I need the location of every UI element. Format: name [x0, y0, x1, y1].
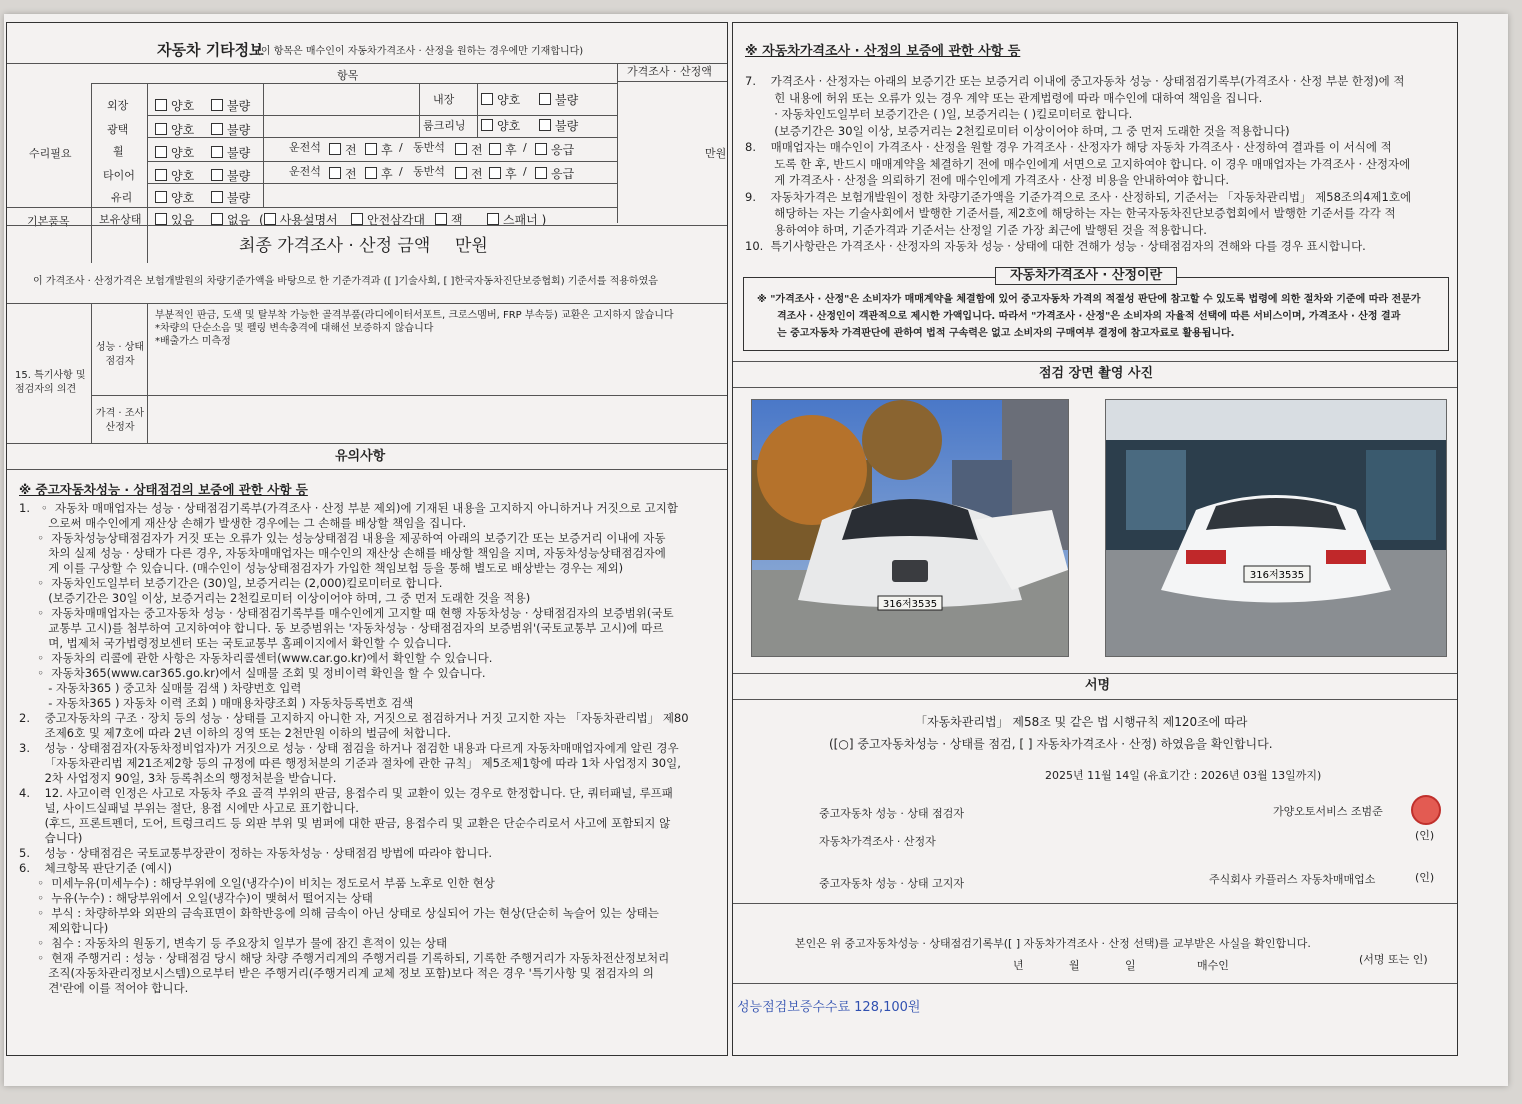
checkbox-spanner[interactable]: 스패너 ): [487, 211, 546, 228]
passenger-seat-label-tire: 동반석: [413, 165, 445, 178]
inspection-photo-rear: [1105, 399, 1447, 657]
driver-seat-label-wheel: 운전석: [289, 141, 321, 154]
receipt-signature-label: (서명 또는 인): [1359, 953, 1428, 966]
notice-line: 며, 법제처 국가법령정보센터 또는 국토교통부 홈페이지에서 확인할 수 있습니다.: [19, 636, 452, 650]
price-unit: 만원: [705, 147, 727, 160]
appraiser-role-label: 자동차가격조사 · 산정자: [819, 835, 936, 848]
front-plate-text: 316저3535: [882, 599, 938, 610]
row-label-gloss: 광택: [107, 123, 129, 136]
checkbox-wheel-driver-rear[interactable]: 후: [365, 141, 393, 158]
special-notes-label: 15. 특기사항 및 점검자의 의견: [15, 370, 86, 395]
price-warranty-line: · 자동차인도일부터 보증기간은 ( )일, 보증거리는 ( )킬로미터로 합니다.: [745, 107, 1133, 121]
notifier-name: 주식회사 카플러스 자동차매매업소: [1209, 873, 1376, 886]
notifier-seal: (인): [1415, 871, 1435, 884]
notice-line: 게 이를 구상할 수 있습니다. (매수인이 성능상태점검자가 가입한 책임보험 등을 통해 별도로 배상받는 경우는 제외): [19, 561, 624, 575]
checkbox-tire-good[interactable]: 양호: [155, 167, 194, 184]
price-warranty-list: [745, 73, 1451, 255]
final-price-label: 최종 가격조사 · 산정 금액: [239, 236, 431, 256]
notice-line: 1. ◦ 자동차 매매업자는 성능 · 상태점검기록부(가격조사 · 산정 부분 제외)에 기재된 내용을 고지하지 아니하거나 거짓으로 고지함: [19, 501, 678, 515]
checkbox-tire-emergency[interactable]: 응급: [535, 165, 574, 182]
notice-line: ◦ 침수 : 자동차의 원동기, 변속기 등 주요장치 일부가 물에 잠긴 흔적이 있는 상태: [19, 936, 448, 950]
notice-line: 교통부 고시)를 첨부하여 고지하여야 합니다. 동 보증범위는 '자동차성능 · 상태점검자의 보증범위'(국토교통부 고시)에 따르: [19, 621, 664, 635]
signature-line-1: 「자동차관리법」 제58조 및 같은 법 시행규칙 제120조에 따라: [915, 715, 1248, 729]
checkbox-gloss-good[interactable]: 양호: [155, 121, 194, 138]
checkbox-tire-passenger-front[interactable]: 전: [455, 165, 483, 182]
warranty-heading: ※ 중고자동차성능 · 상태점검의 보증에 관한 사항 등: [19, 482, 308, 497]
appraiser-label: 가격 · 조사 산정자: [95, 408, 145, 433]
checkbox-tire-driver-rear[interactable]: 후: [365, 165, 393, 182]
notice-line: 조직(자동차관리정보시스템)으로부터 받은 주행거리(주행거리계 교체 정보 포함)보다 적은 경우 '특기사항 및 점검자의 의: [19, 966, 654, 980]
signature-line-2: ([○] 중고자동차성능 · 상태를 점검, [ ] 자동차가격조사 · 산정) 하였음을 확인합니다.: [829, 737, 1273, 751]
receipt-month: 월: [1069, 959, 1080, 972]
rear-plate-text: 316저3535: [1249, 570, 1305, 581]
price-warranty-line: 7. 가격조사 · 산정자는 아래의 보증기간 또는 보증거리 이내에 중고자동차 성능 · 상태점검기록부(가격조사 · 산정 부분 한정)에 적: [745, 74, 1405, 88]
notice-line: ◦ 자동차365(www.car365.go.kr)에서 실매물 조회 및 정비이력 확인을 할 수 있습니다.: [19, 666, 486, 680]
checkbox-wheel-good[interactable]: 양호: [155, 144, 194, 161]
passenger-seat-label-wheel: 동반석: [413, 141, 445, 154]
definition-line-3: 는 중고자동차 가격판단에 관하여 법적 구속력은 없고 소비자의 구매여부 결정에 참고자료로 활용됩니다.: [777, 328, 1235, 339]
checkbox-interior-bad[interactable]: 불량: [539, 91, 578, 108]
section-title: 자동차 기타정보: [157, 41, 264, 59]
price-warranty-line: 해당하는 자는 기술사회에서 발행한 기준서를, 제2호에 해당하는 자는 한국자동차진단보증협회에서 발행한 기준서를 각각 적: [745, 206, 1396, 220]
basic-items-label: 기본품목: [27, 215, 70, 228]
price-warranty-line: 용하여야 하며, 기준가격과 기준서는 산정일 기준 가장 최근에 발행된 것을 적용합니다.: [745, 222, 1207, 237]
price-basis-note: 이 가격조사 · 산정가격은 보험개발원의 차량기준가액을 바탕으로 한 기준가격과 ([ ]기술사회, [ ]한국자동차진단보증협회) 기준서를 적용하였음: [33, 276, 658, 287]
notice-line: - 자동차365 ) 자동차 이력 조회 ) 매매용차량조회 ) 자동차등록번호 검색: [19, 696, 414, 710]
definition-title: 자동차가격조사 · 산정이란: [995, 267, 1177, 285]
receipt-buyer-label: 매수인: [1197, 959, 1229, 972]
separator: /: [523, 165, 527, 178]
special-line-1: 부분적인 판금, 도색 및 탈부착 가능한 골격부품(라디에이터서포트, 크로스멤버, FRP 부속등) 교환은 고지하지 않습니다: [155, 310, 674, 321]
notice-line: 5. 성능 · 상태점검은 국토교통부장관이 정하는 자동차성능 · 상태점검 방법에 따라야 합니다.: [19, 846, 493, 860]
notice-line: 4. 12. 사고이력 인정은 사고로 자동차 주요 골격 부위의 판금, 용접수리 및 교환이 있는 경우로 한정합니다. 단, 쿼터패널, 루프패: [19, 786, 673, 800]
special-line-2: *차량의 단순소음 및 펠링 변속충격에 대해선 보증하지 않습니다: [155, 323, 434, 334]
notice-line: 3. 성능 · 상태점검자(자동차정비업자)가 거짓으로 성능 · 상태 점검을 하거나 점검한 내용과 다르게 자동차매매업자에게 알린 경우: [19, 741, 679, 755]
checkbox-gloss-bad[interactable]: 불량: [211, 121, 250, 138]
col-price-header: 가격조사 · 산정액: [627, 65, 712, 78]
checkbox-exterior-good[interactable]: 양호: [155, 97, 194, 114]
notice-line: (후드, 프론트펜더, 도어, 트렁크리드 등 외판 부위 및 범퍼에 대한 판금, 용접수리 및 교환은 단순수리로서 사고에 포함되지 않: [19, 816, 671, 830]
definition-line-2: 격조사 · 산정인이 객관적으로 제시한 가액입니다. 따라서 "가격조사 · 산정"은 소비자의 자율적 선택에 따른 서비스이며, 가격조사 · 산정 결과: [777, 311, 1401, 322]
room-cleaning-label: 룸크리닝: [423, 119, 466, 132]
checkbox-glass-good[interactable]: 양호: [155, 189, 194, 206]
inspector-role-label: 중고자동차 성능 · 상태 점검자: [819, 807, 964, 820]
checkbox-manual[interactable]: ( 사용설명서: [259, 213, 338, 227]
left-panel: [6, 22, 728, 1056]
checkbox-wheel-passenger-front[interactable]: 전: [455, 141, 483, 158]
checkbox-cleaning-bad[interactable]: 불량: [539, 117, 578, 134]
notice-line: ◦ 현재 주행거리 : 성능 · 상태점검 당시 해당 차량 주행거리계의 주행거리를 기록하되, 기록한 주행거리가 자동차전산정보처리: [19, 951, 670, 965]
notice-line: 2. 중고자동차의 구조 · 장치 등의 성능 · 상태를 고지하지 아니한 자, 거짓으로 점검하거나 거짓 고지한 자는 「자동차관리법」 제80: [19, 711, 689, 725]
notice-line: 차의 실제 성능 · 상태가 다른 경우, 자동차매매업자는 매수인의 재산상 손해를 배상할 책임을 지며, 자동차성능상태점검자에: [19, 546, 666, 560]
checkbox-glass-bad[interactable]: 불량: [211, 189, 250, 206]
checkbox-none[interactable]: 없음: [211, 211, 250, 228]
warranty-fee: 성능점검보증수수료 128,100원: [737, 1000, 921, 1015]
checkbox-cleaning-good[interactable]: 양호: [481, 117, 520, 134]
notice-line: 습니다): [19, 831, 83, 845]
notice-line: 널, 사이드실패널 부위는 절단, 용접 시에만 사고로 표기합니다.: [19, 801, 359, 815]
notice-line: ◦ 자동차의 리콜에 관한 사항은 자동차리콜센터(www.car.go.kr)에서 확인할 수 있습니다.: [19, 651, 493, 665]
price-warranty-line: 힌 내용에 허위 또는 오류가 있는 경우 계약 또는 관계법령에 따라 매수인에 대하여 책임을 집니다.: [745, 90, 1263, 105]
price-warranty-line: (보증기간은 30일 이상, 보증거리는 2천킬로미터 이상이어야 하며, 그 중 먼저 도래한 것을 적용합니다): [745, 123, 1290, 138]
notice-line: ◦ 미세누유(미세누수) : 해당부위에 오일(냉각수)이 비치는 정도로서 부품 노후로 인한 현상: [19, 876, 495, 890]
photo-title: 점검 장면 촬영 사진: [1039, 366, 1154, 381]
inspector-seal-stamp: [1411, 795, 1441, 825]
row-label-glass: 유리: [111, 191, 133, 204]
final-price-unit: 만원: [455, 236, 488, 256]
notice-line: - 자동차365 ) 중고차 실매물 검색 ) 차량번호 입력: [19, 681, 302, 695]
inspection-date: 2025년 11월 14일 (유효기간 : 2026년 03월 13일까지): [1045, 769, 1322, 782]
notice-line: ◦ 자동차인도일부터 보증기간은 (30)일, 보증거리는 (2,000)킬로미터로 합니다.: [19, 576, 443, 590]
checkbox-triangle[interactable]: 안전삼각대: [351, 211, 425, 228]
interior-label: 내장: [433, 93, 455, 106]
driver-seat-label-tire: 운전석: [289, 165, 321, 178]
price-warranty-line: 10. 특기사항란은 가격조사 · 산정자의 자동차 성능 · 상태에 대한 견해가 성능 · 상태점검자의 견해와 다를 경우 표시합니다.: [745, 239, 1366, 253]
possession-label: 보유상태: [99, 213, 142, 226]
special-line-3: *배출가스 미측정: [155, 336, 231, 347]
inspection-photo-front: [751, 399, 1069, 657]
receipt-year: 년: [1013, 959, 1024, 972]
checkbox-interior-good[interactable]: 양호: [481, 91, 520, 108]
checkbox-exterior-bad[interactable]: 불량: [211, 97, 250, 114]
notice-line: 6. 체크항목 판단기준 (예시): [19, 861, 172, 875]
section-subtitle: (이 항목은 매수인이 자동차가격조사 · 산정을 원하는 경우에만 기재합니다): [257, 46, 584, 57]
notice-line: 견'란에 이를 적어야 합니다.: [19, 981, 189, 995]
col-item-header: 항목: [337, 69, 359, 82]
checkbox-wheel-driver-front[interactable]: 전: [329, 141, 357, 158]
checkbox-wheel-emergency[interactable]: 응급: [535, 141, 574, 158]
notice-line: 조제6호 및 제7호에 따라 2년 이하의 징역 또는 2천만원 이하의 벌금에 처합니다.: [19, 726, 451, 740]
receipt-day: 일: [1125, 959, 1136, 972]
checkbox-wheel-passenger-rear[interactable]: 후: [489, 141, 517, 158]
checkbox-jack[interactable]: 잭: [435, 211, 463, 228]
checkbox-tire-driver-front[interactable]: 전: [329, 165, 357, 182]
row-label-exterior: 외장: [107, 99, 129, 112]
notifier-role-label: 중고자동차 성능 · 상태 고지자: [819, 877, 964, 890]
separator: /: [399, 165, 403, 178]
signature-title: 서명: [1085, 678, 1111, 693]
price-warranty-line: 게 가격조사 · 산정을 의뢰하기 전에 매수인에게 가격조사 · 산정 비용을 안내하여야 합니다.: [745, 173, 1229, 187]
notice-line: 으로써 매수인에게 재산상 손해가 발생한 경우에는 그 손해를 배상할 책임을 집니다.: [19, 516, 467, 530]
notice-line: (보증기간은 30일 이상, 보증거리는 2천킬로미터 이상이어야 하며, 그 중 먼저 도래한 것을 적용): [19, 591, 531, 605]
right-panel: [732, 22, 1458, 1056]
notice-line: 2차 사업정지 90일, 3차 등록취소의 행정처분을 받습니다.: [19, 771, 337, 785]
separator: /: [523, 141, 527, 154]
definition-line-1: ※ "가격조사 · 산정"은 소비자가 매매계약을 체결함에 있어 중고자동차 가격의 적절성 판단에 참고할 수 있도록 법령에 의한 절차와 기준에 따라 전문가: [757, 294, 1421, 305]
price-warranty-heading: ※ 자동차가격조사 · 산정의 보증에 관한 사항 등: [745, 44, 1021, 59]
row-label-tire: 타이어: [103, 169, 135, 182]
notice-line: ◦ 누유(누수) : 해당부위에서 오일(냉각수)이 맺혀서 떨어지는 상태: [19, 891, 373, 905]
checkbox-wheel-bad[interactable]: 불량: [211, 144, 250, 161]
separator: /: [399, 141, 403, 154]
receipt-statement: 본인은 위 중고자동차성능 · 상태점검기록부([ ] 자동차가격조사 · 산정 선택)를 교부받은 사실을 확인합니다.: [795, 937, 1311, 950]
inspector-label: 성능 · 상태 점검자: [95, 342, 145, 367]
appraiser-seal: (인): [1415, 829, 1435, 842]
price-warranty-line: 도록 한 후, 반드시 매매계약을 체결하기 전에 매수인에게 서면으로 고지하여야 합니다. 이 경우 매매업자는 가격조사 · 산정자에: [745, 156, 1411, 171]
notice-title: 유의사항: [335, 449, 386, 464]
checkbox-tire-passenger-rear[interactable]: 후: [489, 165, 517, 182]
price-warranty-line: 9. 자동차가격은 보험개발원이 정한 차량기준가액을 기준가격으로 조사 · 산정하되, 기준서는 「자동차관리법」 제58조의4제1호에: [745, 189, 1412, 204]
notice-line: 「자동차관리법 제21조제2항 등의 규정에 따른 행정처분의 기준과 절차에 관한 규칙」 제5조제1항에 따라 1차 사업정지 30일,: [19, 756, 681, 770]
checkbox-has[interactable]: 있음: [155, 211, 194, 228]
notice-line: ◦ 부식 : 차량하부와 외판의 금속표면이 화학반응에 의해 금속이 아닌 상태로 상실되어 가는 현상(단순히 녹슬어 있는 상태는: [19, 906, 659, 920]
notice-list: [19, 501, 719, 996]
notice-line: 제외합니다): [19, 921, 109, 935]
row-label-wheel: 휠: [113, 145, 124, 158]
repair-needed-label: 수리필요: [29, 147, 72, 160]
notice-line: ◦ 자동차성능상태점검자가 거짓 또는 오류가 있는 성능상태점검 내용을 제공하여 아래의 보증기간 또는 보증거리 이내에 자동: [19, 531, 666, 545]
checkbox-tire-bad[interactable]: 불량: [211, 167, 250, 184]
notice-line: ◦ 자동차매매업자는 중고자동차 성능 · 상태점검기록부를 매수인에게 고지할 때 현행 자동차성능 · 상태점검자의 보증범위(국토: [19, 606, 674, 620]
inspector-name: 가양오토서비스 조범준: [1273, 805, 1383, 818]
price-warranty-line: 8. 매매업자는 매수인이 가격조사 · 산정을 원할 경우 가격조사 · 산정자가 해당 자동차 가격조사 · 산정하여 결과를 이 서식에 적: [745, 140, 1392, 154]
